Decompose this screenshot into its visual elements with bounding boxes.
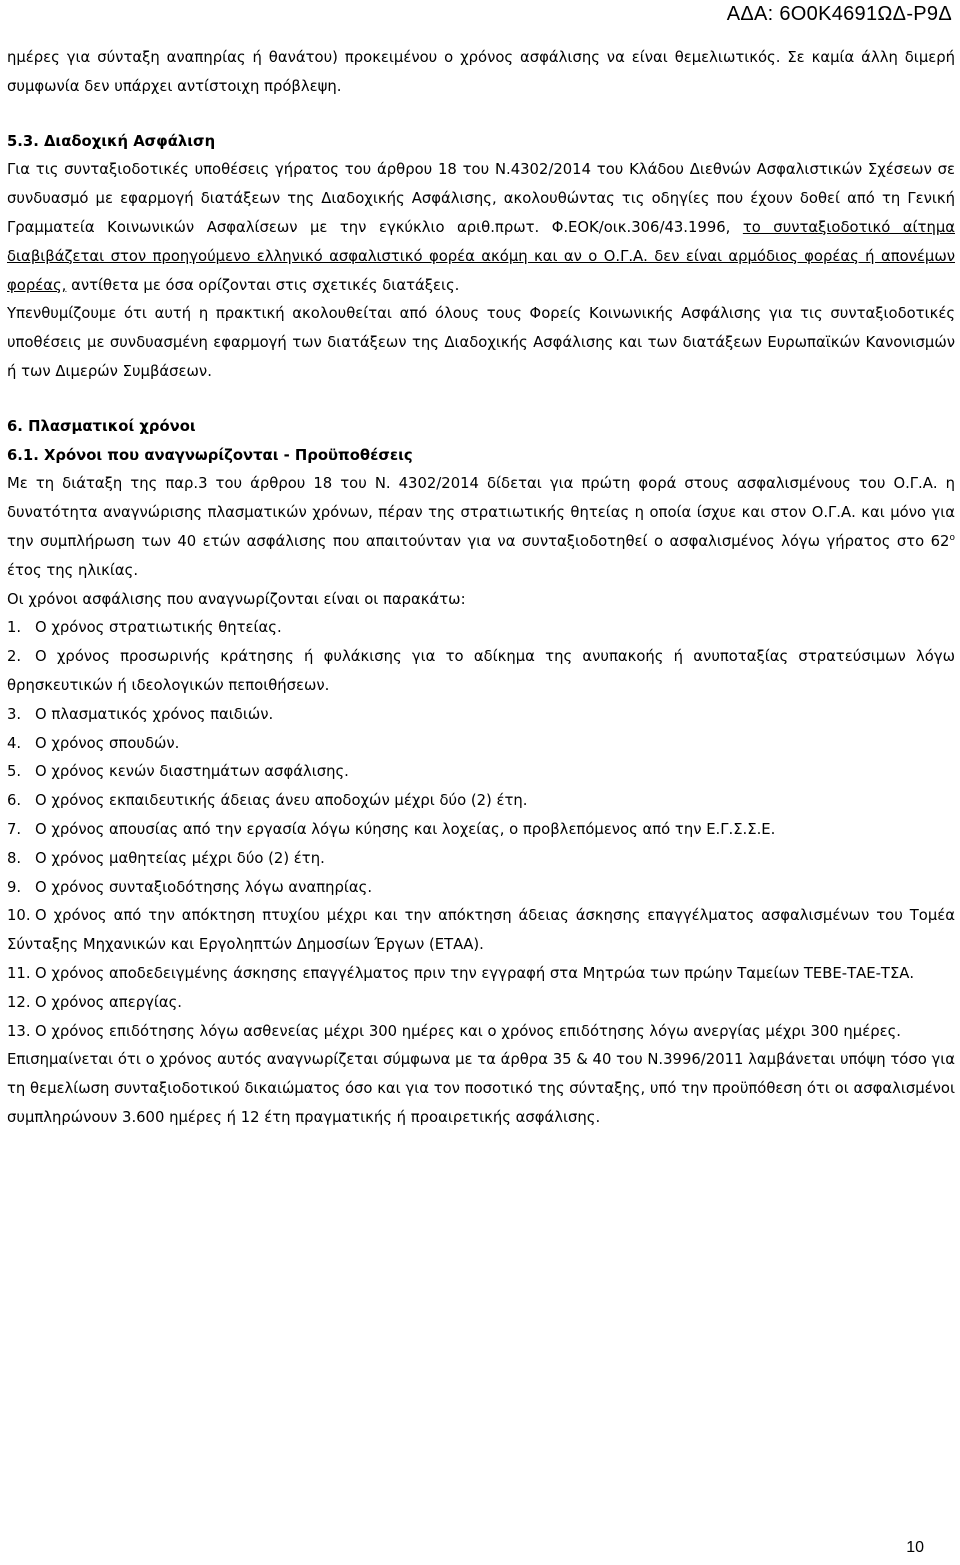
list-item-text: Ο χρόνος μαθητείας μέχρι δύο (2) έτη. <box>35 849 325 867</box>
list-item-text: Ο χρόνος από την απόκτηση πτυχίου μέχρι και την απόκτηση άδειας άσκησης επαγγέλματος ασφαλισμένων του Τομέα Σύνταξης Μηχανικών και Εργοληπτών Δημοσίων Έργων (ΕΤΑΑ). <box>7 907 955 954</box>
list-item <box>7 989 955 1018</box>
list-item <box>7 701 955 730</box>
list-item-text: Ο χρόνος προσωρινής κράτησης ή φυλάκισης για το αδίκημα της ανυπακοής ή ανυποταξίας στρατεύσιμων λόγω θρησκευτικών ή ιδεολογικών πεποιθήσεων. <box>7 648 955 694</box>
list-item-text: Ο χρόνος αποδεδειγμένης άσκησης επαγγέλματος πριν την εγγραφή στα Μητρώα των πρώην Ταμείων ΤΕΒΕ-ΤΑΕ-ΤΣΑ. <box>35 964 915 982</box>
list-item-number: 13. <box>7 1022 31 1040</box>
list-item-number: 10. <box>7 907 31 925</box>
list-item <box>7 643 955 701</box>
paragraph-text: Με τη διάταξη της παρ.3 του άρθρου 18 του Ν. 4302/2014 δίδεται για πρώτη φορά στους ασφαλισμένους του Ο.Γ.Α. η δυνατότητα αναγνώρισης πλασματικών χρόνων, πέραν της στρατιωτικής θητείας η οποία ίσχυε και στον Ο.Γ.Α. και μόνο για την συμπλήρωση των 40 ετών ασφάλισης που απαιτούνταν για να συνταξιοδοτηθεί ο ασφαλισμένος λόγω γήρατος στο 62 <box>7 475 955 550</box>
paragraph-text: αντίθετα με όσα ορίζονται στις σχετικές διατάξεις. <box>71 276 460 294</box>
list-intro: Οι χρόνοι ασφάλισης που αναγνωρίζονται είναι οι παρακάτω: <box>7 590 466 608</box>
paragraph-text: Για τις συνταξιοδοτικές υποθέσεις γήρατος του άρθρου 18 του Ν.4302/2014 του Κλάδου Διεθνών Ασφαλιστικών Σχέσεων σε συνδυασμό με εφαρμογή διατάξεων της Διαδοχικής Ασφάλισης, ακολουθώντας τις οδηγίες που έχουν δοθεί από τη Γενική Γραμματεία Κοινωνικών Ασφαλίσεων με την εγκύκλιο αριθ.πρωτ. Φ.ΕΟΚ/οικ.306/43.1996, <box>7 161 955 236</box>
page-number: 10 <box>906 1539 924 1556</box>
list-item-text: Ο πλασματικός χρόνος παιδιών. <box>35 705 274 723</box>
list-item <box>7 730 955 759</box>
list-item-number: 3. <box>7 705 22 723</box>
list-item-text: Ο χρόνος εκπαιδευτικής άδειας άνευ αποδοχών μέχρι δύο (2) έτη. <box>35 792 528 810</box>
list-item-number: 7. <box>7 820 22 838</box>
section-6-heading: 6. Πλασματικοί χρόνοι <box>7 417 196 435</box>
section-5-3-paragraph-2: Υπενθυμίζουμε ότι αυτή η πρακτική ακολουθείται από όλους τους Φορείς Κοινωνικής Ασφάλισης για τις συνταξιοδοτικές υποθέσεις με συνδυασμένη εφαρμογή των διατάξεων της Διαδοχικής Ασφάλισης και των διατάξεων Ευρωπαϊκών Κανονισμών ή των Διμερών Συμβάσεων. <box>7 305 955 380</box>
paragraph-text: έτος της ηλικίας. <box>7 561 139 579</box>
list-item-text: Ο χρόνος κενών διαστημάτων ασφάλισης. <box>35 763 349 781</box>
list-item-number: 6. <box>7 792 22 810</box>
section-5-3-heading: 5.3. Διαδοχική Ασφάλιση <box>7 132 216 150</box>
list-item-text: Ο χρόνος απουσίας από την εργασία λόγω κύησης και λοχείας, ο προβλεπόμενος από την Ε.Γ.Σ.Σ.Ε. <box>35 820 776 838</box>
underlined-text: το συνταξιοδοτικό αίτημα διαβιβάζεται στον προηγούμενο ελληνικό ασφαλιστικό φορέα ακόμη και αν ο Ο.Γ.Α. δεν είναι αρμόδιος φορέας ή απονέμων φορέας, <box>7 218 955 294</box>
list-item-text: Ο χρόνος σπουδών. <box>35 734 180 752</box>
intro-paragraph: ημέρες για σύνταξη αναπηρίας ή θανάτου) προκειμένου ο χρόνος ασφάλισης να είναι θεμελιωτικός. Σε καμία άλλη διμερή συμφωνία δεν υπάρχει αντίστοιχη πρόβλεψη. <box>7 49 955 95</box>
list-item-text: Ο χρόνος συνταξιοδότησης λόγω αναπηρίας. <box>35 878 373 896</box>
list-item <box>7 902 955 960</box>
superscript: ο <box>949 533 955 544</box>
list-item-text: Ο χρόνος απεργίας. <box>35 993 183 1011</box>
list-item <box>7 787 955 816</box>
closing-paragraph: Επισημαίνεται ότι ο χρόνος αυτός αναγνωρίζεται σύμφωνα με τα άρθρα 35 & 40 του Ν.3996/2011 λαμβάνεται υπόψη τόσο για τη θεμελίωση συνταξιοδοτικού δικαιώματος όσο και για τον ποσοτικό της σύνταξης, υπό την προϋπόθεση ότι οι ασφαλισμένοι συμπληρώνουν 3.600 ημέρες ή 12 έτη πραγματικής ή προαιρετικής ασφάλισης. <box>7 1051 955 1126</box>
list-item-number: 11. <box>7 964 31 982</box>
list-item-text: Ο χρόνος επιδότησης λόγω ασθενείας μέχρι 300 ημέρες και ο χρόνος επιδότησης λόγω ανεργίας μέχρι 300 ημέρες. <box>35 1022 901 1040</box>
recognized-times-list <box>7 614 955 1046</box>
section-6-1-heading: 6.1. Χρόνοι που αναγνωρίζονται - Προϋποθέσεις <box>7 446 413 464</box>
list-item <box>7 1018 955 1047</box>
list-item-number: 9. <box>7 878 22 896</box>
list-item-number: 4. <box>7 734 22 752</box>
list-item <box>7 758 955 787</box>
section-6-paragraph-1 <box>7 470 955 585</box>
list-item-number: 8. <box>7 849 22 867</box>
list-item <box>7 845 955 874</box>
list-item-number: 5. <box>7 763 22 781</box>
document-body <box>7 44 955 1133</box>
list-item <box>7 816 955 845</box>
section-5-3-paragraph-1 <box>7 156 955 300</box>
list-item <box>7 874 955 903</box>
list-item-text: Ο χρόνος στρατιωτικής θητείας. <box>35 619 282 637</box>
list-item-number: 1. <box>7 619 22 637</box>
document-id: ΑΔΑ: 6Ο0Κ4691ΩΔ-Ρ9Δ <box>726 3 952 25</box>
list-item-number: 12. <box>7 993 31 1011</box>
list-item <box>7 614 955 643</box>
list-item-number: 2. <box>7 648 22 666</box>
list-item <box>7 960 955 989</box>
